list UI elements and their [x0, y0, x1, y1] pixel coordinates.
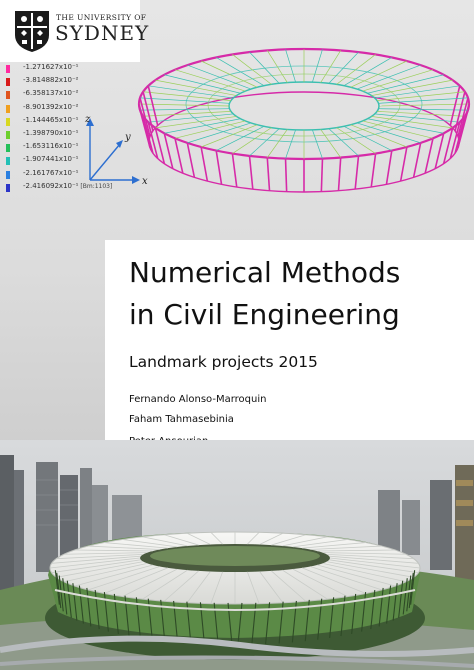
stadium-fe-model [132, 42, 474, 202]
z-axis-label: z [85, 114, 91, 125]
university-name-line1: THE UNIVERSITY OF [56, 13, 147, 22]
legend-value: -1.907441x10⁻¹ [23, 155, 79, 164]
university-name-line2: SYDNEY [55, 21, 150, 45]
y-axis-label: y [125, 132, 131, 143]
legend-swatch [6, 171, 10, 179]
legend-value: -2.416092x10⁻¹ [Bm:1103] [23, 181, 113, 190]
legend-value: -1.653116x10⁻¹ [23, 142, 79, 151]
legend-value: -6.358137x10⁻² [23, 89, 79, 98]
legend-swatch [6, 184, 10, 192]
legend-entry [6, 63, 136, 74]
author-1: Fernando Alonso-Marroquin [129, 394, 267, 405]
university-logo [0, 0, 150, 62]
legend-swatch [6, 144, 10, 152]
title-line-1: Numerical Methods [129, 256, 401, 289]
x-axis-label: x [142, 176, 148, 187]
university-crest-icon [13, 9, 51, 53]
legend-entry [6, 89, 136, 100]
book-title [129, 252, 469, 336]
legend-swatch [6, 78, 10, 86]
stadium-photo [0, 440, 474, 670]
legend-value: -8.901392x10⁻² [23, 102, 79, 111]
title-line-2: in Civil Engineering [129, 298, 400, 331]
model-inner-ring [229, 82, 379, 130]
legend-bm-label: [Bm:1103] [78, 182, 113, 190]
legend-swatch [6, 157, 10, 165]
legend-value: -2.161767x10⁻¹ [23, 168, 79, 177]
legend-swatch [6, 105, 10, 113]
legend-value: -3.814882x10⁻² [23, 76, 79, 85]
legend-swatch [6, 131, 10, 139]
subtitle: Landmark projects 2015 [129, 353, 318, 371]
legend-value: -1.144465x10⁻¹ [23, 115, 79, 124]
legend-value: -1.271627x10⁻¹ [23, 63, 79, 71]
author-2: Faham Tahmasebinia [129, 414, 234, 425]
legend-swatch [6, 118, 10, 126]
legend-swatch [6, 65, 10, 73]
legend-swatch [6, 91, 10, 99]
legend-value: -1.398790x10⁻¹ [23, 129, 79, 137]
legend-entry [6, 76, 136, 87]
